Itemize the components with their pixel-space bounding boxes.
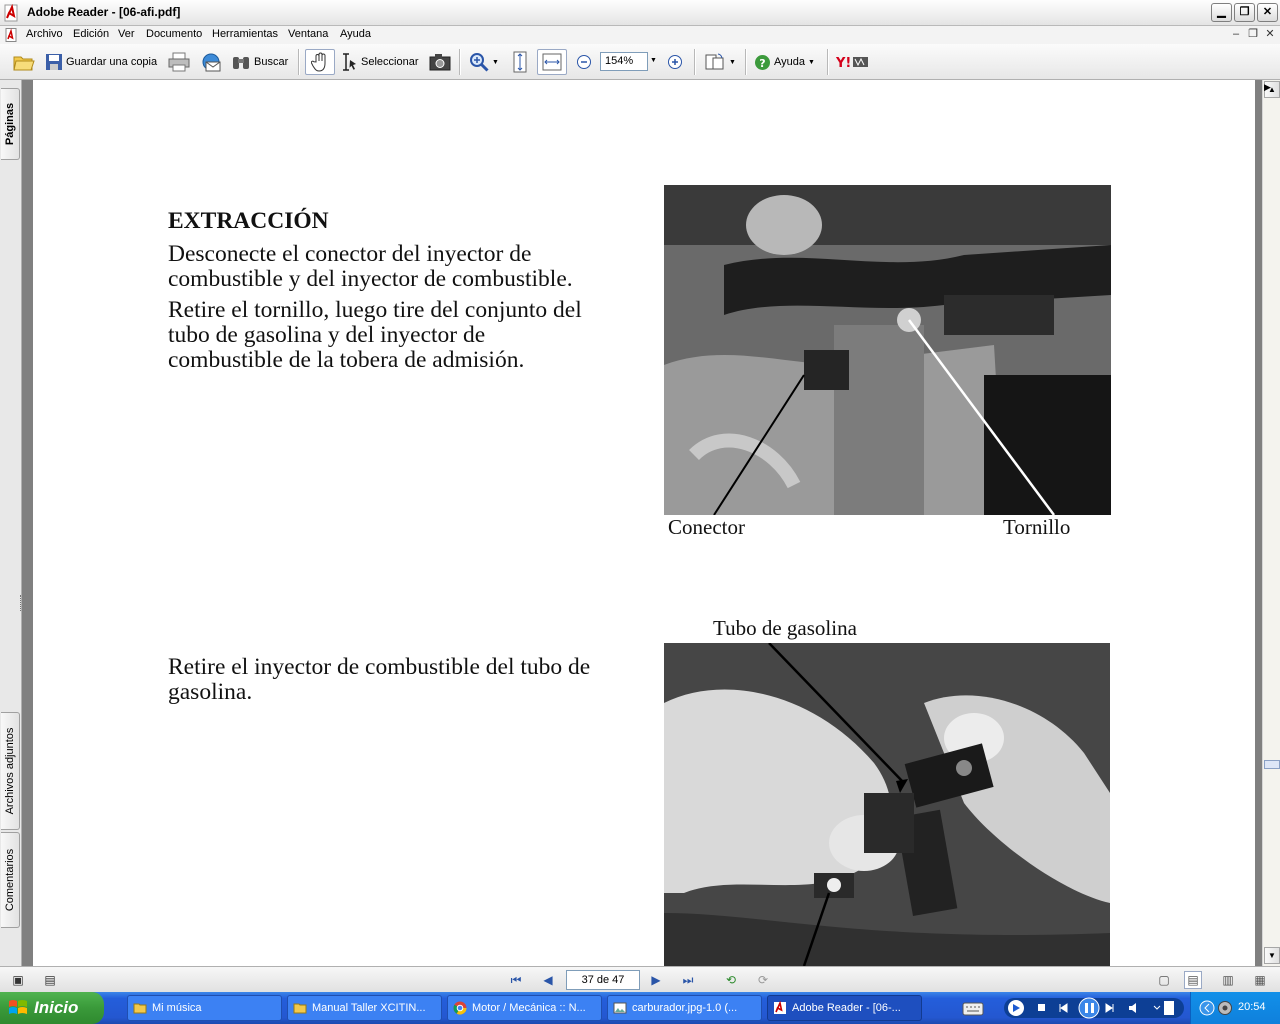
plus-circle-icon [667, 54, 683, 70]
toolbar-separator [459, 49, 461, 75]
fit-width-icon [542, 52, 562, 72]
engine-photo-connector [664, 185, 1111, 515]
instruction-paragraph-3: Retire el inyector de combustible del tubo de gasolina. [168, 654, 591, 705]
tray-collapse-icon[interactable] [1199, 1000, 1215, 1016]
caption-screw: Tornillo [1003, 515, 1071, 539]
search-label: Buscar [254, 56, 289, 68]
tab-pages[interactable] [1, 88, 20, 160]
menu-edicion[interactable]: Edición [73, 28, 110, 40]
navigation-pane [0, 80, 22, 966]
document-viewport[interactable] [22, 80, 1262, 966]
binoculars-icon [231, 53, 251, 71]
fuel-injector-photo [664, 643, 1110, 966]
fit-page-button[interactable] [511, 50, 529, 74]
menu-ver[interactable]: Ver [118, 28, 135, 40]
tab-attachments[interactable] [1, 712, 20, 830]
chrome-icon [453, 1001, 467, 1015]
caption-fuel-tube: Tubo de gasolina [713, 616, 857, 640]
task-manual-taller[interactable] [287, 995, 442, 1021]
vertical-scrollbar[interactable] [1262, 80, 1280, 966]
window-title: Adobe Reader - [06-afi.pdf] [27, 5, 181, 19]
start-label: Inicio [34, 998, 79, 1017]
camera-icon [429, 53, 451, 71]
hand-icon [311, 52, 329, 72]
task-label: Motor / Mecánica :: N... [472, 1002, 586, 1014]
select-tool-button[interactable] [340, 50, 418, 74]
folder-icon [293, 1001, 307, 1015]
close-button[interactable]: ✕ [1257, 3, 1278, 22]
doc-restore-icon[interactable]: ❐ [1248, 28, 1258, 40]
chevron-down-icon[interactable]: ▼ [808, 58, 815, 66]
scroll-thumb[interactable] [1264, 760, 1280, 769]
windows-flag-icon [8, 998, 28, 1018]
back-view-icon[interactable]: ⟲ [725, 973, 737, 987]
svg-text:Y!: Y! [836, 56, 852, 70]
menu-ayuda[interactable]: Ayuda [340, 28, 371, 40]
menu-ventana[interactable]: Ventana [288, 28, 329, 40]
image-viewer-icon [613, 1001, 627, 1015]
forward-view-icon[interactable]: ⟳ [757, 973, 769, 987]
task-label: Mi música [152, 1002, 202, 1014]
scroll-down-button[interactable]: ▼ [1264, 947, 1280, 964]
task-adobe-reader[interactable] [767, 995, 922, 1021]
help-label: Ayuda [774, 56, 805, 68]
first-page-icon[interactable]: ⏮ [510, 972, 522, 987]
caption-connector: Conector [668, 515, 745, 539]
adobe-reader-icon [4, 4, 20, 22]
tab-pages-label: Páginas [4, 102, 16, 146]
task-label: carburador.jpg-1.0 (... [632, 1002, 738, 1014]
chevron-down-icon[interactable]: ▼ [492, 58, 499, 66]
zoom-dropdown-chevron-icon[interactable]: ▼ [650, 57, 657, 64]
menu-bar [0, 26, 1280, 44]
email-button[interactable] [199, 50, 223, 74]
continuous-layout-icon[interactable]: ▤ [1184, 971, 1202, 989]
fit-page-icon [511, 51, 529, 73]
zoom-out-button[interactable] [576, 50, 592, 74]
svg-text:?: ? [759, 56, 766, 70]
folder-icon [133, 1001, 147, 1015]
start-button[interactable] [0, 992, 104, 1024]
rotate-page-icon [704, 52, 726, 72]
instruction-paragraph-2: Retire el tornillo, luego tire del conjunto del tubo de gasolina y del inyector de combustible de la tobera de admisión. [168, 297, 582, 373]
page-layout-button[interactable] [704, 50, 736, 74]
task-label: Manual Taller XCITIN... [312, 1002, 426, 1014]
fit-width-button[interactable] [537, 49, 567, 75]
save-copy-button[interactable] [45, 50, 157, 74]
task-carburador[interactable] [607, 995, 762, 1021]
yahoo-toolbar-button[interactable] [836, 50, 870, 74]
network-status-icon[interactable] [1217, 1000, 1233, 1016]
doc-minimize-icon[interactable]: – [1232, 28, 1240, 40]
snapshot-button[interactable] [429, 50, 451, 74]
search-button[interactable] [231, 50, 288, 74]
toolbar-separator [745, 49, 747, 75]
tab-comments[interactable] [1, 832, 20, 928]
status-bar [0, 966, 1280, 992]
section-heading: EXTRACCIÓN [168, 208, 329, 234]
title-bar [0, 0, 1280, 26]
print-button[interactable] [168, 50, 190, 74]
folder-open-icon [13, 52, 35, 72]
single-page-layout-icon[interactable]: ▢ [1158, 973, 1170, 987]
email-globe-icon [199, 52, 223, 72]
next-page-icon[interactable]: ▶ [651, 973, 661, 987]
toolbar-separator [694, 49, 696, 75]
text-select-icon [340, 52, 358, 72]
menu-archivo[interactable]: Archivo [26, 28, 63, 40]
menu-documento[interactable]: Documento [146, 28, 203, 40]
open-button[interactable] [13, 50, 35, 74]
system-clock: 20:54 [1238, 1001, 1266, 1013]
show-nav-arrow-icon[interactable]: ▶ [1264, 82, 1271, 92]
keyboard-language-icon[interactable] [962, 999, 984, 1020]
zoom-in-button[interactable] [667, 50, 683, 74]
toolbar-separator [827, 49, 829, 75]
minus-circle-icon [576, 54, 592, 70]
tab-comments-label: Comentarios [4, 848, 16, 912]
yahoo-logo-icon [836, 54, 870, 70]
facing-layout-icon[interactable]: ▥ [1222, 973, 1234, 987]
last-page-icon[interactable]: ⏭ [682, 972, 694, 987]
menu-herramientas[interactable]: Herramientas [212, 28, 279, 40]
continuous-facing-layout-icon[interactable]: ▦ [1254, 973, 1266, 987]
document-icon[interactable] [4, 28, 18, 42]
save-copy-label: Guardar una copia [66, 56, 158, 68]
help-icon [754, 54, 771, 71]
page-number-input[interactable]: 37 de 47 [566, 970, 640, 990]
printer-icon [168, 52, 190, 72]
media-player-controls [1004, 996, 1184, 1020]
scroll-up-button[interactable]: ▲ [1264, 81, 1280, 98]
tab-attachments-label: Archivos adjuntos [4, 727, 16, 815]
pdf-page [33, 80, 1255, 966]
help-button[interactable] [754, 50, 815, 74]
pane-toggle-icon[interactable]: ▣ [12, 973, 24, 987]
select-label: Seleccionar [361, 56, 419, 68]
hands-injector-illustration [664, 643, 1110, 966]
magnifier-icon [469, 52, 489, 72]
previous-page-icon[interactable]: ◀ [543, 973, 553, 987]
instruction-paragraph-1: Desconecte el conector del inyector de combustible y del inyector de combustible. [168, 241, 573, 292]
restore-button[interactable]: ❐ [1234, 3, 1255, 22]
doc-close-icon[interactable]: ✕ [1265, 28, 1275, 40]
save-disk-icon [45, 53, 63, 71]
page-size-icon[interactable]: ▤ [44, 973, 56, 987]
task-chrome-motor[interactable] [447, 995, 602, 1021]
system-tray [1190, 992, 1280, 1024]
task-label: Adobe Reader - [06-... [792, 1002, 901, 1014]
task-mi-musica[interactable] [127, 995, 282, 1021]
engine-photo-illustration [664, 185, 1111, 515]
zoom-level-input[interactable]: 154% [600, 52, 648, 71]
windows-taskbar [0, 992, 1280, 1024]
toolbar-separator [298, 49, 300, 75]
hand-tool-button[interactable] [305, 49, 335, 75]
minimize-button[interactable]: ▁ [1211, 3, 1232, 22]
adobe-reader-icon [773, 1001, 787, 1015]
zoom-in-tool-button[interactable] [469, 50, 499, 74]
chevron-down-icon[interactable]: ▼ [729, 58, 736, 66]
